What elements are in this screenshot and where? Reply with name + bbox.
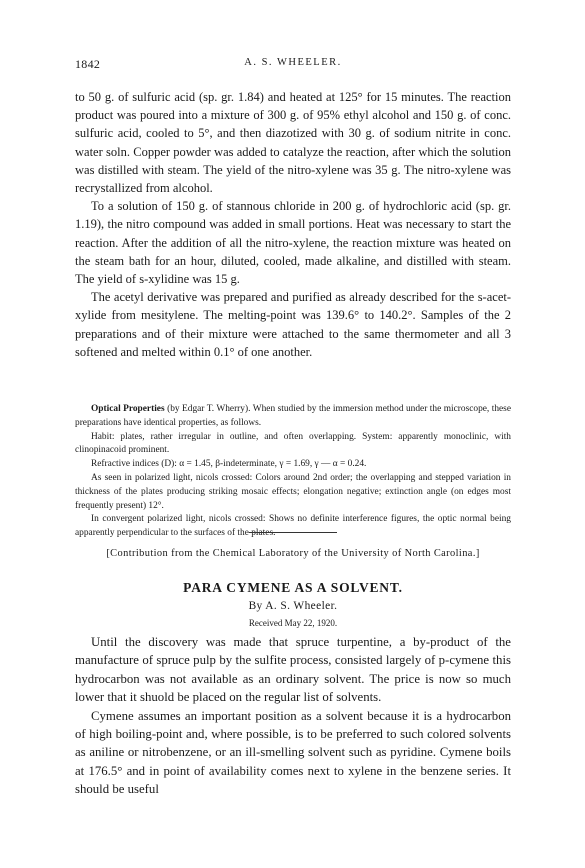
section-divider xyxy=(249,532,337,533)
experimental-text xyxy=(75,88,511,361)
refractive-indices: Refractive indices (D): α = 1.45, β-indeterminate, γ = 1.69, γ — α = 0.24. xyxy=(91,459,367,470)
habit-label: Habit: xyxy=(91,431,115,442)
received-date: Received May 22, 1920. xyxy=(248,618,338,628)
polarized-light-paragraph: As seen in polarized light, nicols crossed: Colors around 2nd order; the overlapping and stepped variation in thickness of the plates producing striking mosaic effects; elongation negative; extinction angle (on edges most frequently present) 12°. xyxy=(75,472,511,511)
page-number: 1842 xyxy=(75,57,101,71)
running-head: A. S. WHEELER. xyxy=(244,57,342,68)
convergent-light-paragraph: In convergent polarized light, nicols crossed: Shows no definite interference figures, the optic normal being apparently perpendicular to the surfaces of the plates. xyxy=(75,514,511,539)
optical-properties-heading: Optical Properties xyxy=(91,404,165,414)
paragraph-nitration: to 50 g. of sulfuric acid (sp. gr. 1.84) and heated at 125° for 15 minutes. The reaction product was poured into a mixture of 300 g. of 95% ethyl alcohol and 150 g. of conc. sulfuric acid, cooled to 5°, and then diazotized with 30 g. of sodium nitrite in conc. water soln. Copper powder was added to catalyze the reaction, after which the solution was distilled with steam. The yield of the nitro-xylene was 35 g. The nitro-xylene was recrystallized from alcohol. xyxy=(75,90,511,196)
habit-text: plates, rather irregular in outline, and often overlapping. System: apparently monoclinic, with clinopinacoid prominent. xyxy=(75,431,511,456)
paragraph-cymene-solvent: Cymene assumes an important position as a solvent because it is a hydrocarbon of high boiling-point and, where possible, is to be preferred to such colored solvents as aniline or nitrobenzene, or an ill-smelling solvent such as pyridine. Cymene boils at 176.5° and in point of availability comes next to xylene in the benzene series. It should be useful xyxy=(75,708,511,797)
article-title: PARA CYMENE AS A SOLVENT. xyxy=(183,580,403,595)
page-header xyxy=(75,57,511,75)
article-byline: By A. S. Wheeler. xyxy=(248,600,338,612)
contribution-line: [Contribution from the Chemical Laboratory of the University of North Carolina.] xyxy=(106,548,480,559)
habit-paragraph xyxy=(75,431,511,459)
optical-properties-intro xyxy=(75,403,511,431)
optical-properties-note xyxy=(75,403,511,541)
article-body xyxy=(75,633,511,799)
optical-properties-attribution: (by Edgar T. Wherry). When studied by the immersion method under the microscope, these preparations have identical properties, as follows. xyxy=(75,404,511,428)
paragraph-acetyl-derivative: The acetyl derivative was prepared and purified as already described for the s-acet-xylide from mesitylene. The melting-point was 139.6° to 140.2°. Samples of the 2 preparations and of their mixture were attached to the same thermometer and all 3 softened and melted within 0.1° of one another. xyxy=(75,290,511,359)
paragraph-spruce-turpentine: Until the discovery was made that spruce turpentine, a by-product of the manufacture of spruce pulp by the sulfite process, consisted largely of p-cymene this hydrocarbon was not available as an ordinary solvent. The price is now so much lower that it shuold be placed on the regular list of solvents. xyxy=(75,635,511,705)
paragraph-reduction: To a solution of 150 g. of stannous chloride in 200 g. of hydrochloric acid (sp. gr. 1.19), the nitro compound was added in small portions. Heat was necessary to start the reaction. After the addition of all the nitro-xylene, the reaction mixture was heated on the steam bath for an hour, diluted, cooled, made alkaline, and distilled with steam. The yield of s-xylidine was 15 g. xyxy=(75,199,511,287)
